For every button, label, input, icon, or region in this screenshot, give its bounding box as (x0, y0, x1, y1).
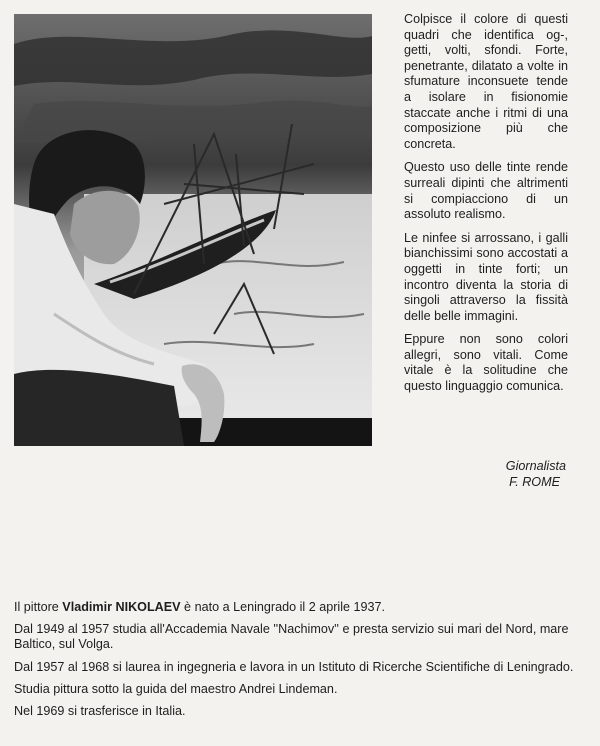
article-paragraph: Questo uso delle tinte rende surreali dipinti che altrimenti si compiacciono di un assoluto realismo. (404, 160, 568, 222)
article-paragraph: Colpisce il colore di questi quadri che identifica og-, getti, volti, sfondi. Forte, penetrante, dilatato a volte in sfumature inconsuete tende a isolare in fisionomie staccate anche i ritmi di una composizione più che concreta. (404, 12, 568, 151)
author-signature (404, 458, 566, 490)
article-column (404, 12, 568, 403)
bio-paragraph: Nel 1969 si trasferisce in Italia. (14, 704, 186, 719)
author-name: F. ROME (509, 475, 560, 489)
artist-name: Vladimir NIKOLAEV (62, 600, 181, 614)
bio-intro (14, 600, 574, 615)
bio-intro-after: è nato a Leningrado il 2 aprile 1937. (180, 600, 386, 614)
artist-photograph-graphic (14, 14, 372, 446)
author-role: Giornalista (505, 459, 566, 473)
article-paragraph: Le ninfee si arrossano, i galli bianchissimi sono accostati a oggetti in tinte forti; un incontro diventa la storia di singoli attraverso la fissità delle belle immagini. (404, 230, 568, 323)
bio-paragraph: Dal 1957 al 1968 si laurea in ingegneria e lavora in un Istituto di Ricerche Scientifiche di Leningrado. (14, 659, 574, 674)
bio-intro-before: Il pittore (14, 600, 63, 614)
artist-photograph (14, 14, 372, 446)
bio-paragraph: Dal 1949 al 1957 studia all'Accademia Navale ''Nachimov'' e presta servizio sui mari del Nord, mare Baltico, sul Volga. (14, 622, 569, 652)
bio-paragraph: Studia pittura sotto la guida del maestro Andrei Lindeman. (14, 681, 338, 696)
artist-biography (14, 600, 574, 726)
article-paragraph: Eppure non sono colori allegri, sono vitali. Come vitale è la solitudine che questo linguaggio comunica. (404, 332, 568, 394)
